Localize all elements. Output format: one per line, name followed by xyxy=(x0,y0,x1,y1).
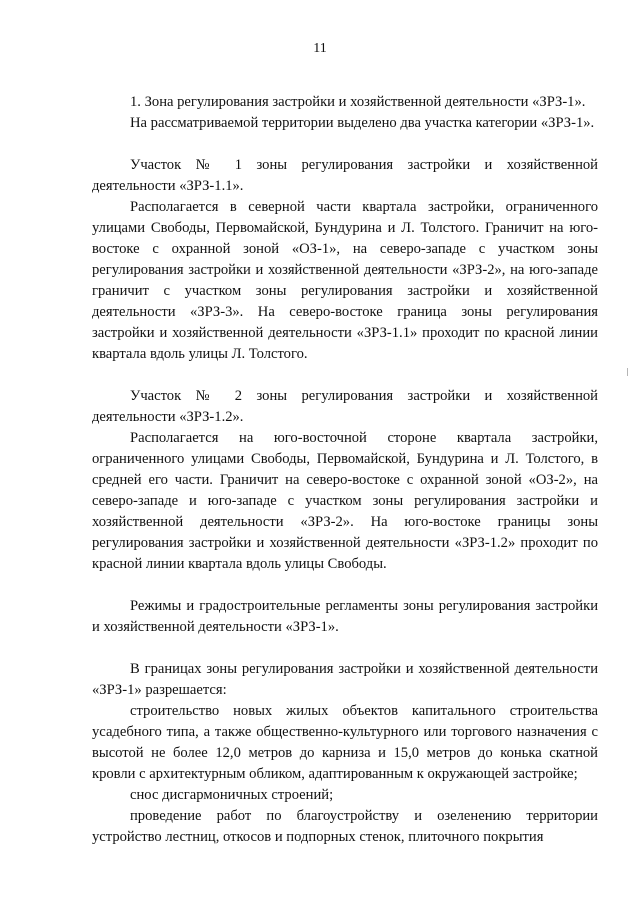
margin-mark xyxy=(627,368,628,376)
permitted-intro: В границах зоны регулирования застройки и хозяйственной деятельности «ЗРЗ-1» разрешается: xyxy=(92,661,598,698)
plot-2-description: Располагается на юго-восточной стороне квартала застройки, ограниченного улицами Свободы, Первомайской, Бундурина и Л. Толстого, в средней его части. Граничит на северо-востоке с охранной зоной «ОЗ-2», на северо-западе и юго-западе с участком зоны регулирования застройки и хозяйственной деятельности «ЗРЗ-2». На юго-востоке границы зоны регулирования застройки и хозяйственной деятельности «ЗРЗ-1.2» проходит по красной линии квартала вдоль улицы Свободы. xyxy=(92,430,598,572)
permitted-item-construction: строительство новых жилых объектов капитального строительства усадебного типа, а также общественно-культурного или торгового назначения с высотой не более 12,0 метров до карниза и 15,0 метров до конька скатной кровли с архитектурным обликом, адаптированным к окружающей застройке; xyxy=(92,703,598,782)
document-body xyxy=(92,92,598,848)
permitted-item-landscaping: проведение работ по благоустройству и озеленению территории устройство лестниц, откосов и подпорных стенок, плиточного покрытия xyxy=(92,808,598,845)
permitted-item-demolition: снос дисгармоничных строений; xyxy=(130,787,334,803)
plot-1-description: Располагается в северной части квартала застройки, ограниченного улицами Свободы, Первомайской, Бундурина и Л. Толстого. Граничит на юго-востоке с охранной зоной «ОЗ-1», на северо-западе с участком зоны регулирования застройки и хозяйственной деятельности «ЗРЗ-2», на юго-западе граничит с участком зоны регулирования застройки и хозяйственной деятельности «ЗРЗ-3». На северо-востоке граница зоны регулирования застройки и хозяйственной деятельности «ЗРЗ-1.1» проходит по красной линии квартала вдоль улицы Л. Толстого. xyxy=(92,199,598,362)
plot-1-heading: Участок № 1 зоны регулирования застройки и хозяйственной деятельности «ЗРЗ-1.1». xyxy=(92,157,598,194)
page-number: 11 xyxy=(313,41,327,56)
regimes-heading: Режимы и градостроительные регламенты зоны регулирования застройки и хозяйственной деятельности «ЗРЗ-1». xyxy=(92,598,598,635)
section-heading-zrz-1: 1. Зона регулирования застройки и хозяйственной деятельности «ЗРЗ-1». xyxy=(130,94,586,110)
plot-2-heading: Участок № 2 зоны регулирования застройки и хозяйственной деятельности «ЗРЗ-1.2». xyxy=(92,388,598,425)
paragraph-two-plots: На рассматриваемой территории выделено два участка категории «ЗРЗ-1». xyxy=(130,115,595,131)
